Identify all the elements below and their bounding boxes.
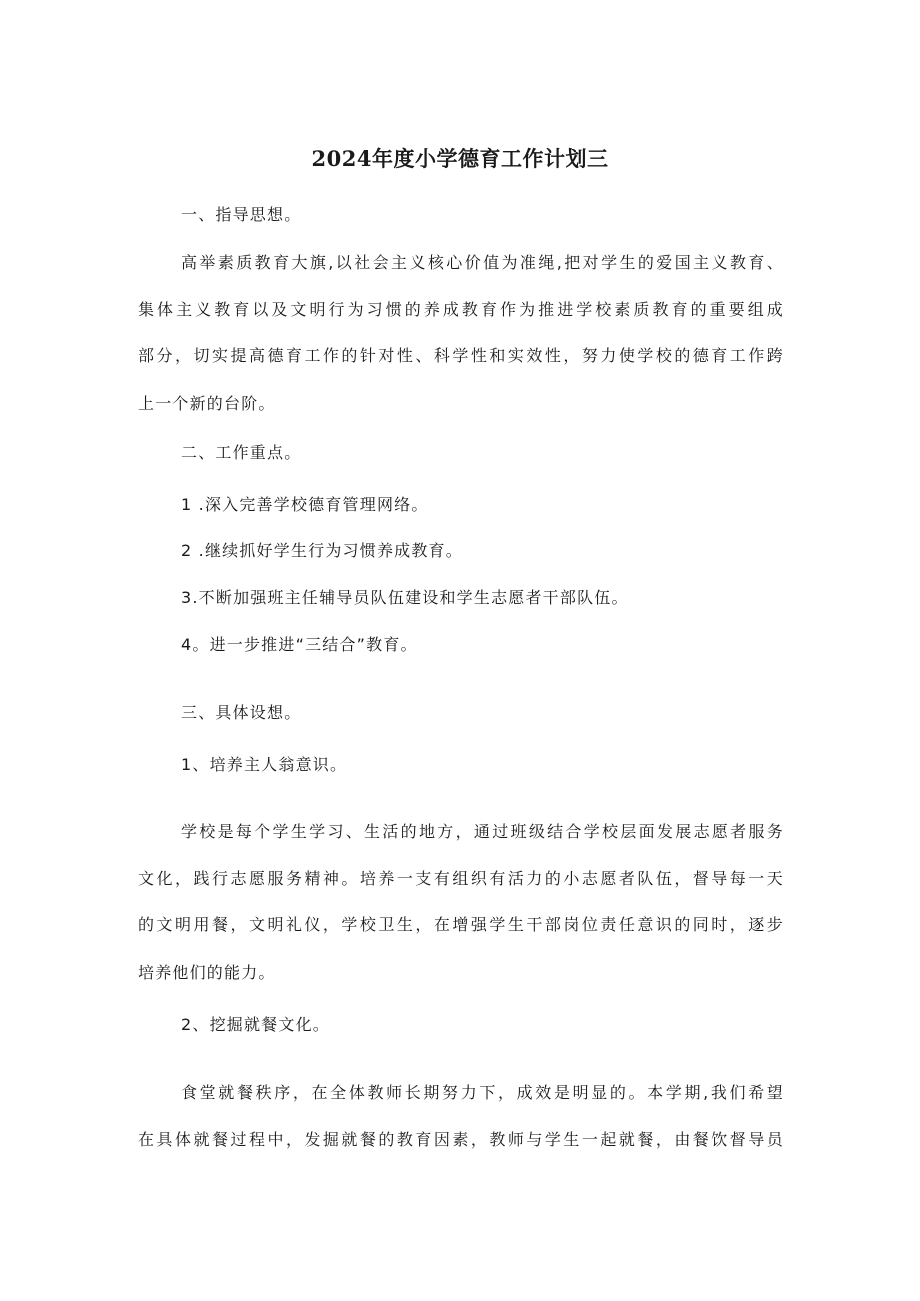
list-item: 2 .继续抓好学生行为习惯养成教育。: [181, 541, 463, 560]
paragraph-line: 上一个新的台阶。: [138, 394, 276, 413]
paragraph-line: 学校是每个学生学习、生活的地方，通过班级结合学校层面发展志愿者服务: [181, 822, 784, 841]
subsection-heading: 1、培养主人翁意识。: [181, 755, 348, 774]
list-item: 4。进一步推进“三结合”教育。: [181, 635, 418, 654]
list-item: 3.不断加强班主任辅导员队伍建设和学生志愿者干部队伍。: [181, 588, 629, 607]
paragraph-line: 高举素质教育大旗,以社会主义核心价值为准绳,把对学生的爱国主义教育、: [181, 253, 784, 272]
section-heading-specific-plans: 三、具体设想。: [181, 703, 302, 722]
section-heading-guiding-ideology: 一、指导思想。: [181, 205, 302, 224]
paragraph-line: 食堂就餐秩序，在全体教师长期努力下，成效是明显的。本学期,我们希望: [181, 1083, 784, 1102]
subsection-heading: 2、挖掘就餐文化。: [181, 1015, 330, 1034]
section-heading-work-focus: 二、工作重点。: [181, 443, 302, 462]
document-title: 2024年度小学德育工作计划三: [311, 146, 609, 171]
paragraph-line: 文化，践行志愿服务精神。培养一支有组织有活力的小志愿者队伍，督导每一天: [138, 869, 784, 888]
paragraph-line: 集体主义教育以及文明行为习惯的养成教育作为推进学校素质教育的重要组成: [138, 300, 784, 319]
paragraph-line: 在具体就餐过程中，发掘就餐的教育因素，教师与学生一起就餐，由餐饮督导员: [138, 1130, 784, 1149]
list-item: 1 .深入完善学校德育管理网络。: [181, 495, 429, 514]
paragraph-line: 部分，切实提高德育工作的针对性、科学性和实效性，努力使学校的德育工作跨: [138, 346, 784, 365]
paragraph-line: 的文明用餐，文明礼仪，学校卫生，在增强学生干部岗位责任意识的同时，逐步: [138, 915, 784, 934]
paragraph-line: 培养他们的能力。: [138, 963, 276, 982]
